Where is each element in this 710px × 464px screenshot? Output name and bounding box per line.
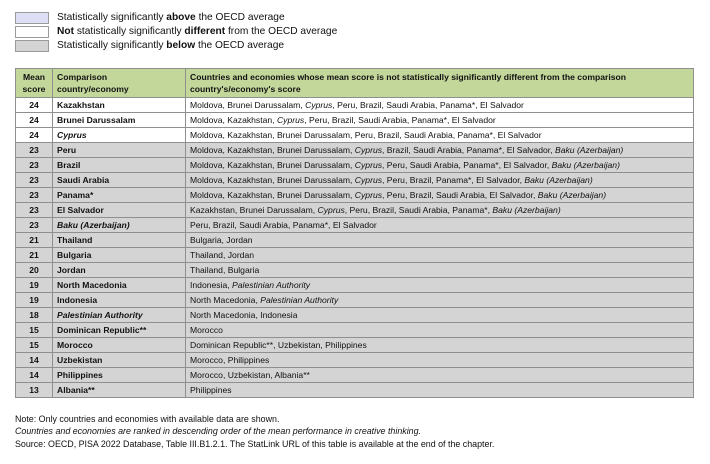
country-cell: Kazakhstan [53,98,186,113]
mean-score-cell: 20 [16,263,53,278]
note-line: Note: Only countries and economies with available data are shown. [15,414,280,424]
comparison-table [15,68,694,398]
comparison-segment: Dominican Republic**, Uzbekistan, Philippines [190,340,367,350]
table-row [16,218,694,233]
comparison-segment: Cyprus [354,145,383,155]
comparison-list-cell [186,353,694,368]
table-row [16,248,694,263]
mean-score-cell: 24 [16,128,53,143]
comparison-segment: Morocco, Philippines [190,355,270,365]
table-row [16,143,694,158]
comparison-list-cell [186,173,694,188]
comparison-list-cell [186,308,694,323]
legend-label-not-different: Not statistically significantly different from the OECD average [57,26,338,37]
comparison-segment: Thailand, Bulgaria [190,265,260,275]
legend-swatch-above [15,12,49,24]
table-row [16,158,694,173]
comparison-list-cell [186,158,694,173]
mean-score-cell: 23 [16,203,53,218]
country-cell: Philippines [53,368,186,383]
comparison-segment: Cyprus [317,205,345,215]
comparison-segment: Indonesia, [190,280,233,290]
mean-score-cell: 23 [16,173,53,188]
mean-score-cell: 23 [16,218,53,233]
comparison-segment: Cyprus [305,100,333,110]
comparison-segment: , Peru, Brazil, Panama*, El Salvador, [382,175,525,185]
comparison-list-cell [186,128,694,143]
notes [15,413,494,450]
comparison-segment: Kazakhstan, Brunei Darussalam, [190,205,318,215]
table-row [16,188,694,203]
mean-score-cell: 15 [16,338,53,353]
comparison-segment: Philippines [190,385,232,395]
table-row [16,128,694,143]
country-cell: Cyprus [53,128,186,143]
comparison-segment: Moldova, Kazakhstan, Brunei Darussalam, [190,145,355,155]
comparison-list-cell [186,263,694,278]
header-mean-score: Mean score [16,69,53,98]
comparison-segment: Palestinian Authority [260,295,339,305]
comparison-segment: Palestinian Authority [232,280,311,290]
mean-score-cell: 13 [16,383,53,398]
table-body [16,98,694,398]
mean-score-cell: 18 [16,308,53,323]
comparison-segment: , Peru, Brazil, Saudi Arabia, Panama*, [344,205,493,215]
comparison-list-cell [186,143,694,158]
table-row [16,338,694,353]
header-comparison-country: Comparison country/economy [53,69,186,98]
country-cell: Albania** [53,383,186,398]
comparison-segment: Cyprus [354,160,383,170]
comparison-segment: , Peru, Brazil, Saudi Arabia, Panama*, El Salvador [304,115,496,125]
source-note: Source: OECD, PISA 2022 Database, Table III.B1.2.1. The StatLink URL of this table is available at the end of the chapter. [15,438,495,449]
mean-score-cell: 23 [16,158,53,173]
table-row [16,233,694,248]
country-cell: Saudi Arabia [53,173,186,188]
comparison-list-cell [186,368,694,383]
comparison-list-cell [186,293,694,308]
comparison-list-cell [186,203,694,218]
country-cell: Morocco [53,338,186,353]
comparison-segment: Morocco [190,325,223,335]
mean-score-cell: 21 [16,248,53,263]
comparison-segment: Cyprus [354,190,383,200]
comparison-segment: Moldova, Kazakhstan, [190,115,277,125]
table-row [16,278,694,293]
comparison-segment: Cyprus [276,115,305,125]
country-cell: North Macedonia [53,278,186,293]
legend-swatch-not-different [15,26,49,38]
comparison-segment: Moldova, Kazakhstan, Brunei Darussalam, Peru, Brazil, Saudi Arabia, Panama*, El Salvador [190,130,542,140]
comparison-segment: Baku (Azerbaijan) [551,160,620,170]
comparison-list-cell [186,278,694,293]
table-row [16,383,694,398]
comparison-list-cell [186,113,694,128]
table-row [16,323,694,338]
header-not-different-list: Countries and economies whose mean score is not statistically significantly different from the comparison country's/economy's score [186,69,694,98]
country-cell: Thailand [53,233,186,248]
comparison-segment: Bulgaria, Jordan [190,235,253,245]
comparison-segment: Moldova, Kazakhstan, Brunei Darussalam, [190,160,355,170]
comparison-segment: , Peru, Saudi Arabia, Panama*, El Salvador, [382,160,552,170]
country-cell: Peru [53,143,186,158]
country-cell: Uzbekistan [53,353,186,368]
country-cell: Brunei Darussalam [53,113,186,128]
comparison-segment: Peru, Brazil, Saudi Arabia, Panama*, El Salvador [190,220,377,230]
table-row [16,353,694,368]
comparison-list-cell [186,383,694,398]
comparison-segment: Baku (Azerbaijan) [492,205,561,215]
country-cell: Palestinian Authority [53,308,186,323]
comparison-list-cell [186,233,694,248]
table-row [16,263,694,278]
country-cell: Bulgaria [53,248,186,263]
mean-score-cell: 19 [16,278,53,293]
mean-score-cell: 14 [16,368,53,383]
comparison-list-cell [186,248,694,263]
mean-score-cell: 23 [16,143,53,158]
comparison-segment: , Peru, Brazil, Saudi Arabia, El Salvador, [382,190,538,200]
country-cell: Baku (Azerbaijan) [53,218,186,233]
comparison-list-cell [186,338,694,353]
comparison-segment: , Brazil, Saudi Arabia, Panama*, El Salvador, [382,145,555,155]
comparison-segment: Moldova, Brunei Darussalam, [190,100,306,110]
comparison-segment: Thailand, Jordan [190,250,255,260]
comparison-list-cell [186,323,694,338]
comparison-segment: , Peru, Brazil, Saudi Arabia, Panama*, El Salvador [332,100,524,110]
country-cell: Jordan [53,263,186,278]
table-row [16,98,694,113]
table-row [16,173,694,188]
mean-score-cell: 21 [16,233,53,248]
table-row [16,293,694,308]
table-row [16,308,694,323]
mean-score-cell: 14 [16,353,53,368]
mean-score-cell: 24 [16,113,53,128]
comparison-segment: Baku (Azerbaijan) [554,145,624,155]
mean-score-cell: 24 [16,98,53,113]
table-row [16,203,694,218]
country-cell: Brazil [53,158,186,173]
table-row [16,113,694,128]
table-row [16,368,694,383]
mean-score-cell: 19 [16,293,53,308]
country-cell: El Salvador [53,203,186,218]
comparison-list-cell [186,218,694,233]
comparison-segment: Baku (Azerbaijan) [524,175,593,185]
comparison-segment: Moldova, Kazakhstan, Brunei Darussalam, [190,190,355,200]
comparison-list-cell [186,98,694,113]
country-cell: Indonesia [53,293,186,308]
ranking-note: Countries and economies are ranked in descending order of the mean performance in creative thinking. [15,426,422,437]
country-cell: Dominican Republic** [53,323,186,338]
country-cell: Panama* [53,188,186,203]
comparison-segment: Morocco, Uzbekistan, Albania** [190,370,310,380]
comparison-segment: Moldova, Kazakhstan, Brunei Darussalam, [190,175,355,185]
comparison-segment: Baku (Azerbaijan) [537,190,607,200]
legend-label-above: Statistically significantly above the OECD average [57,12,285,23]
comparison-segment: North Macedonia, Indonesia [190,310,298,320]
comparison-list-cell [186,188,694,203]
legend-swatch-below [15,40,49,52]
mean-score-cell: 15 [16,323,53,338]
comparison-segment: Cyprus [354,175,383,185]
comparison-segment: North Macedonia, [190,295,261,305]
mean-score-cell: 23 [16,188,53,203]
legend-label-below: Statistically significantly below the OECD average [57,40,285,51]
table-header-row [16,69,694,98]
